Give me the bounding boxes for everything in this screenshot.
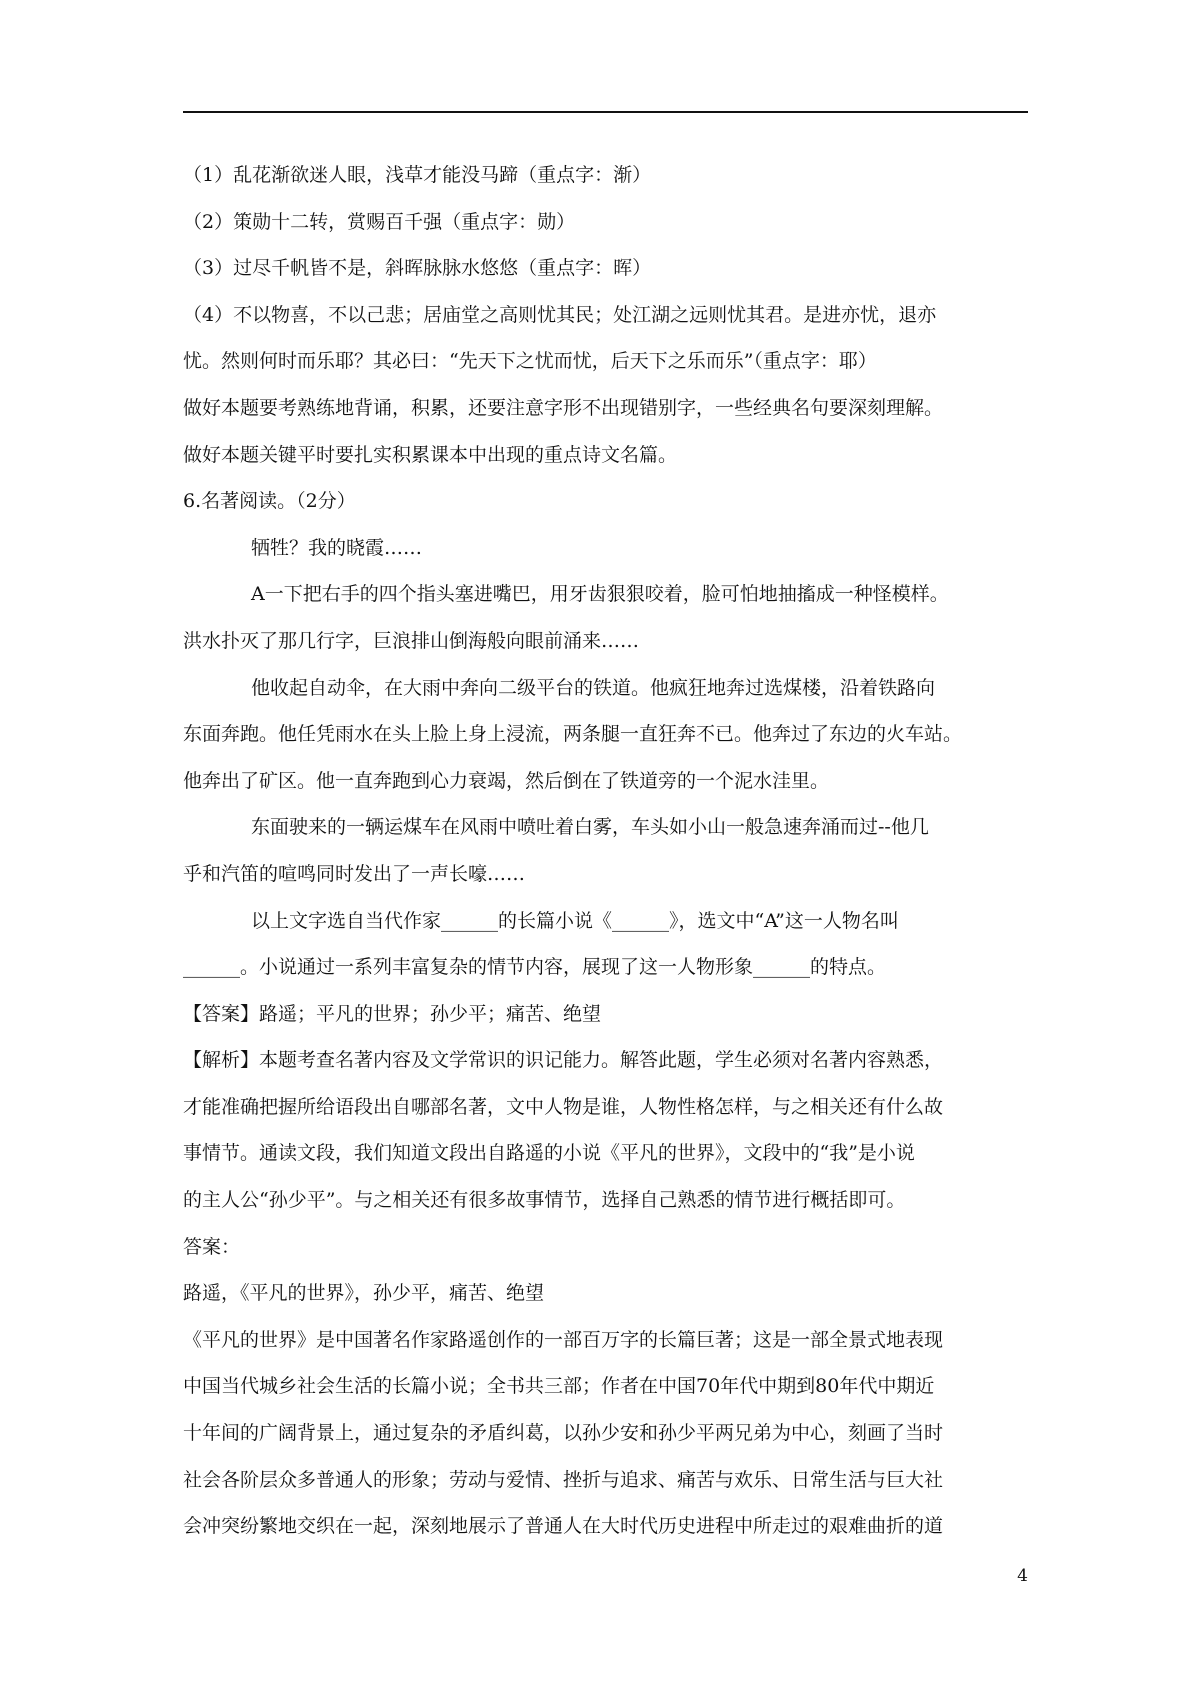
text-line: 【答案】路遥；平凡的世界；孙少平；痛苦、绝望: [183, 1002, 602, 1025]
text-line: 乎和汽笛的喧鸣同时发出了一声长嚎……: [183, 862, 526, 885]
text-line: 十年间的广阔背景上，通过复杂的矛盾纠葛，以孙少安和孙少平两兄弟为中心，刻画了当时: [183, 1422, 944, 1445]
text-line: 路遥，《平凡的世界》，孙少平，痛苦、绝望: [183, 1282, 545, 1305]
text-line: 洪水扑灭了那几行字，巨浪排山倒海般向眼前涌来……: [183, 629, 640, 652]
text-line: 6.名著阅读。（2分）: [183, 490, 356, 513]
text-line: （3）过尽千帆皆不是，斜晖脉脉水悠悠（重点字：晖）: [183, 257, 652, 280]
text-line: 【解析】本题考查名著内容及文学常识的识记能力。解答此题，学生必须对名著内容熟悉，: [183, 1049, 944, 1072]
text-line: （1）乱花渐欲迷人眼，浅草才能没马蹄（重点字：渐）: [183, 164, 652, 186]
text-line: 的主人公“孙少平”。与之相关还有很多故事情节，选择自己熟悉的情节进行概括即可。: [183, 1189, 906, 1212]
document-body: [183, 152, 1038, 1550]
text-line: 社会各阶层众多普通人的形象；劳动与爱情、挫折与追求、痛苦与欢乐、日常生活与巨大社: [183, 1468, 944, 1491]
text-line: （4）不以物喜，不以己悲；居庙堂之高则忧其民；处江湖之远则忧其君。是进亦忧，退亦: [183, 303, 937, 326]
text-line: 牺牲？我的晓霞……: [251, 536, 423, 559]
text-line: ______。小说通过一系列丰富复杂的情节内容，展现了这一人物形象______的特点。: [183, 956, 887, 979]
text-line: 他奔出了矿区。他一直奔跑到心力衰竭，然后倒在了铁道旁的一个泥水洼里。: [183, 769, 830, 792]
text-line: 以上文字选自当代作家______的长篇小说《______》，选文中“A”这一人物名叫: [251, 909, 899, 932]
text-line: 才能准确把握所给语段出自哪部名著，文中人物是谁，人物性格怎样，与之相关还有什么故: [183, 1095, 944, 1118]
text-line: 《平凡的世界》是中国著名作家路遥创作的一部百万字的长篇巨著；这是一部全景式地表现: [183, 1328, 944, 1351]
text-line: 事情节。通读文段，我们知道文段出自路遥的小说《平凡的世界》，文段中的“我”是小说: [183, 1142, 915, 1165]
text-line: A一下把右手的四个指头塞进嘴巴，用牙齿狠狠咬着，脸可怕地抽搐成一种怪模样。: [251, 583, 949, 606]
text-line: 中国当代城乡社会生活的长篇小说；全书共三部；作者在中国70年代中期到80年代中期近: [183, 1375, 935, 1398]
text-line: 东面奔跑。他任凭雨水在头上脸上身上浸流，两条腿一直狂奔不已。他奔过了东边的火车站。: [183, 723, 963, 746]
text-line: 答案：: [183, 1235, 241, 1258]
text-line: 他收起自动伞，在大雨中奔向二级平台的铁道。他疯狂地奔过选煤楼，沿着铁路向: [251, 676, 936, 699]
text-line: （2）策勋十二转，赏赐百千强（重点字：勋）: [183, 210, 576, 233]
text-line: 东面驶来的一辆运煤车在风雨中喷吐着白雾，车头如小山一般急速奔涌而过--他几: [251, 816, 929, 839]
text-line: 忧。然则何时而乐耶？其必曰：“先天下之忧而忧，后天下之乐而乐”（重点字：耶）: [183, 350, 877, 373]
page-number: 4: [1017, 1566, 1028, 1586]
text-line: 做好本题要考熟练地背诵，积累，还要注意字形不出现错别字，一些经典名句要深刻理解。: [183, 396, 944, 419]
header-rule: [183, 111, 1028, 113]
text-line: 做好本题关键平时要扎实积累课本中出现的重点诗文名篇。: [183, 443, 678, 466]
text-line: 会冲突纷繁地交织在一起，深刻地展示了普通人在大时代历史进程中所走过的艰难曲折的道: [183, 1515, 944, 1538]
